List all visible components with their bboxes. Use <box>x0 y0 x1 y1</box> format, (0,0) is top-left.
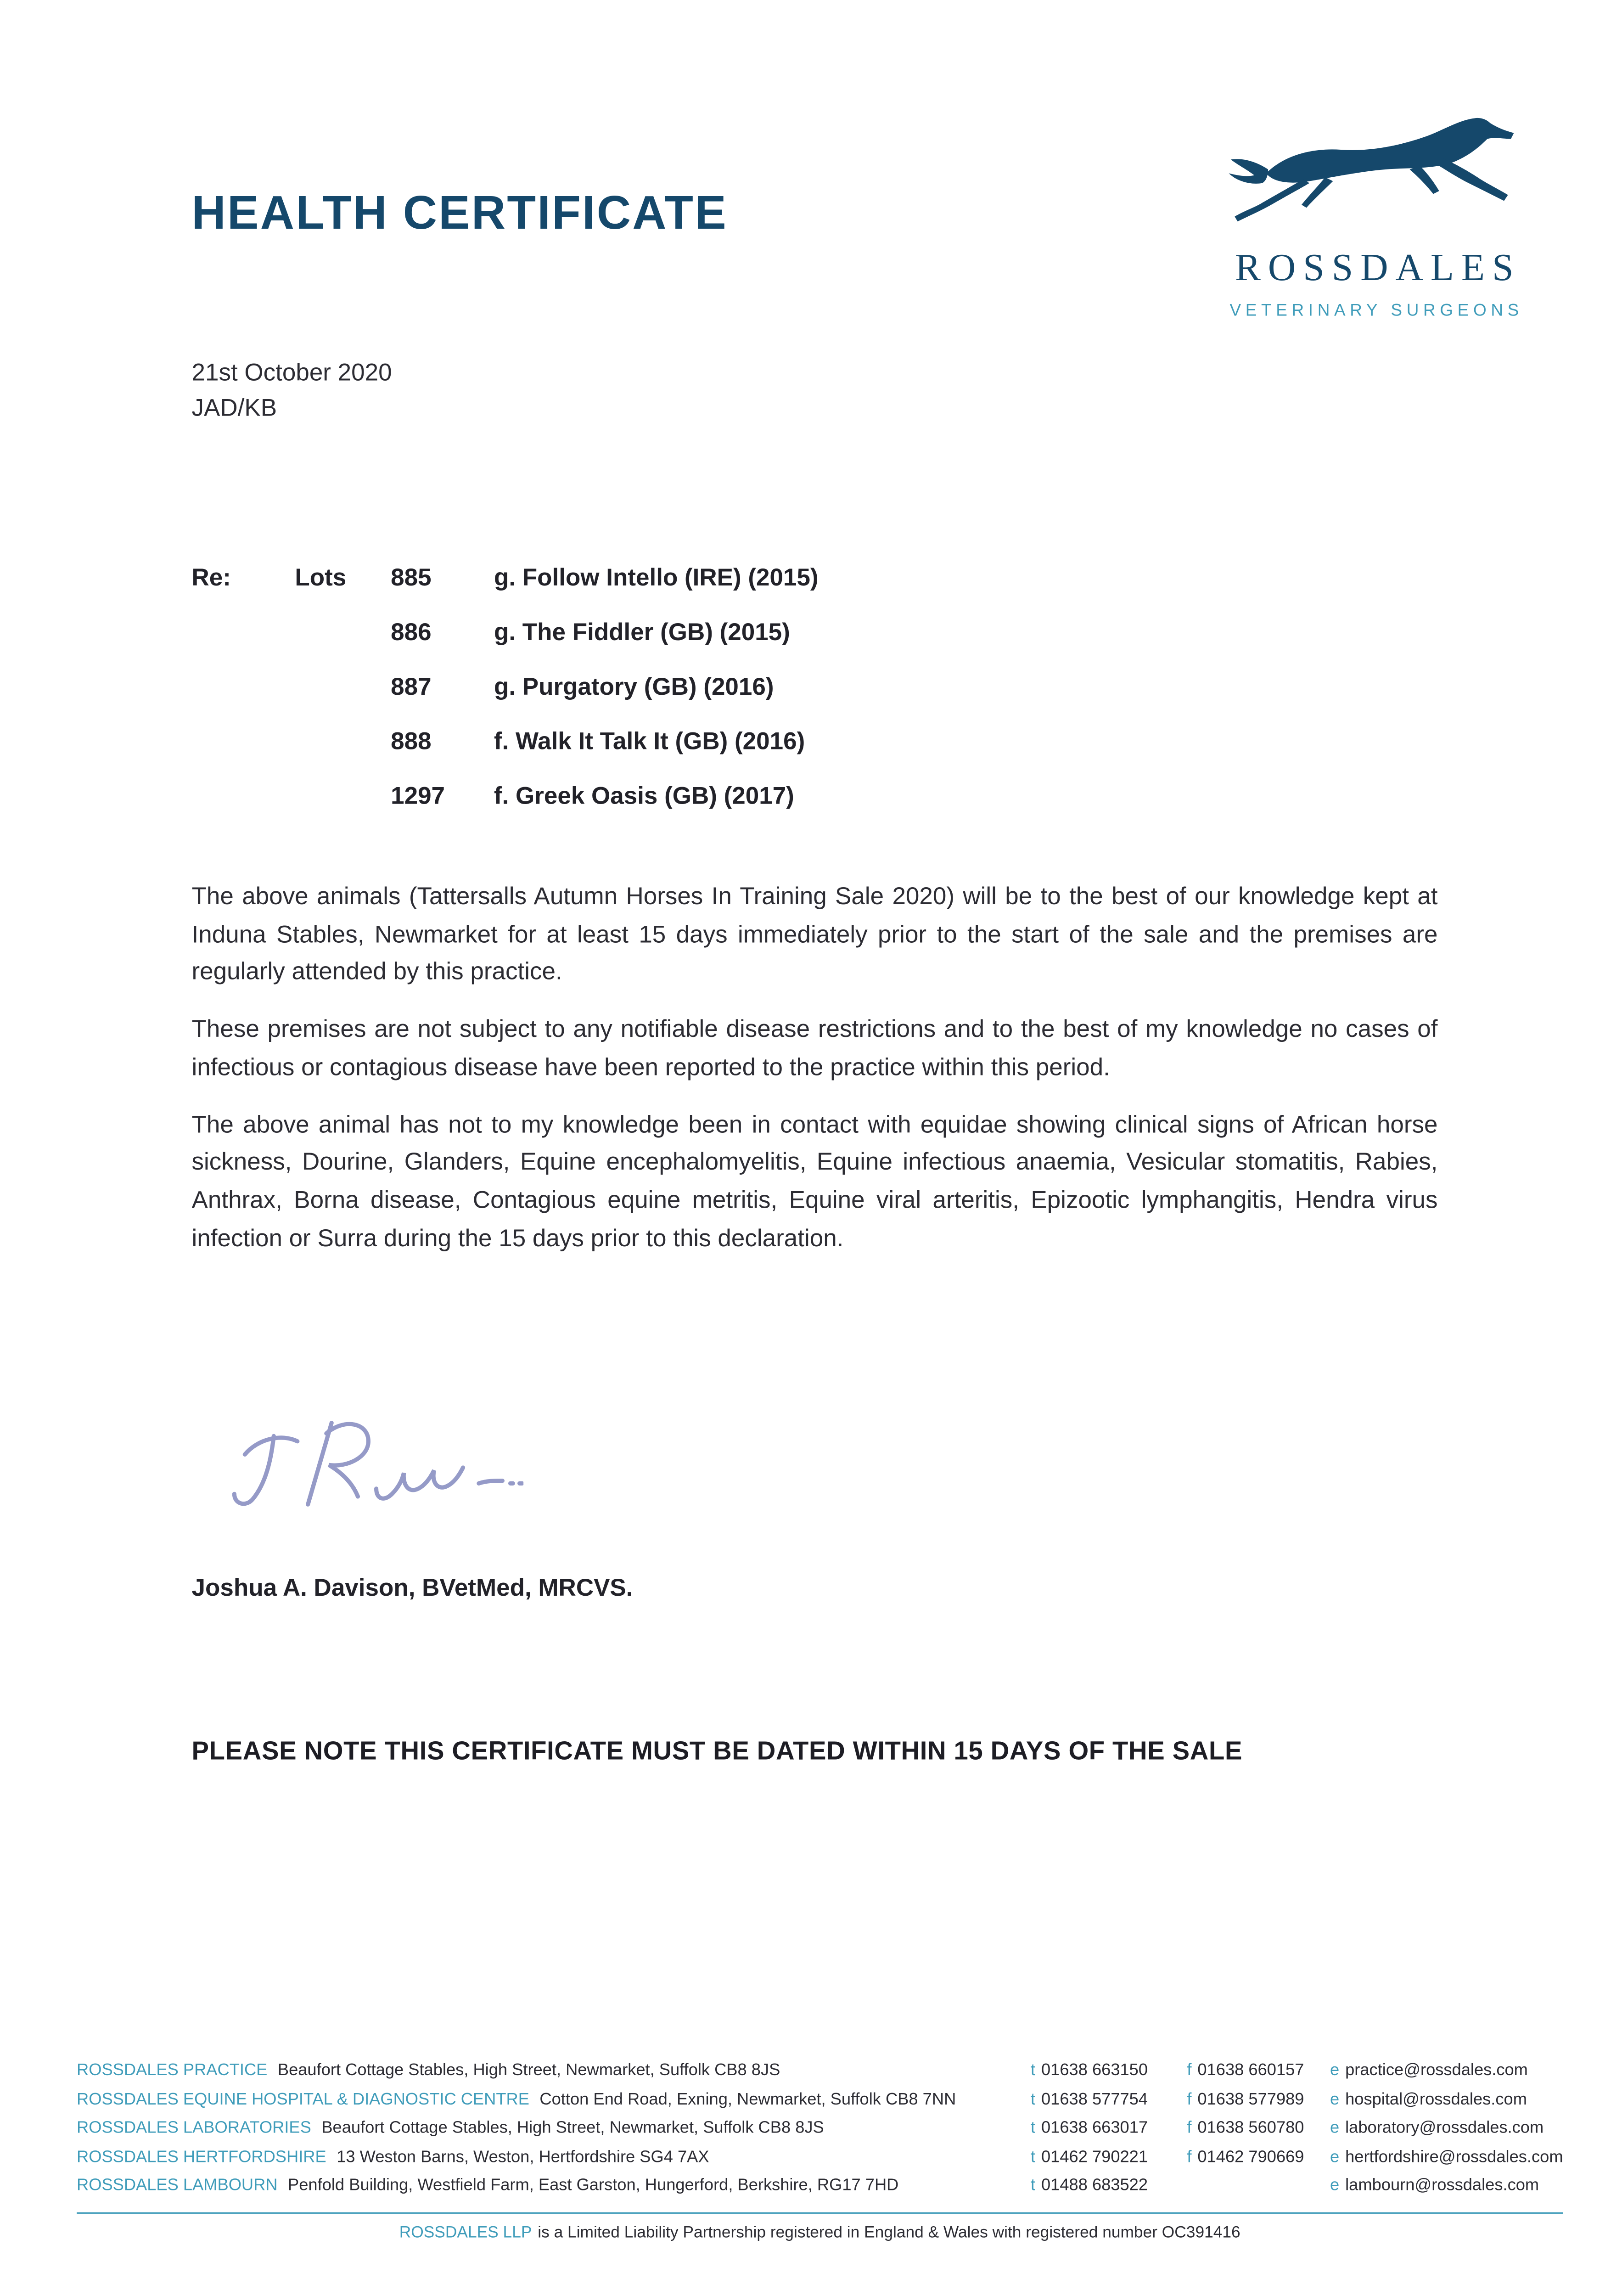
lot-description: f. Greek Oasis (GB) (2017) <box>494 783 794 810</box>
office-address: Beaufort Cottage Stables, High Street, Newmarket, Suffolk CB8 8JS <box>321 2119 824 2138</box>
email-prefix: e <box>1330 2177 1340 2195</box>
tel-prefix: t <box>1031 2119 1036 2138</box>
re-label: Re: <box>191 565 231 591</box>
office-name: ROSSDALES LABORATORIES <box>77 2119 311 2138</box>
email-prefix: e <box>1330 2091 1340 2109</box>
lot-description: g. Follow Intello (IRE) (2015) <box>494 565 819 591</box>
lot-row <box>192 726 1460 760</box>
office-fax: 01638 560780 <box>1197 2119 1304 2138</box>
tel-prefix: t <box>1031 2177 1036 2195</box>
brand-wordmark: ROSSDALES <box>1235 246 1521 289</box>
lot-row <box>192 562 1460 596</box>
lot-description: g. Purgatory (GB) (2016) <box>494 674 774 701</box>
office-email: laboratory@rossdales.com <box>1345 2119 1544 2138</box>
notice-text: PLEASE NOTE THIS CERTIFICATE MUST BE DATED WITHIN 15 DAYS OF THE SALE <box>191 1736 1243 1766</box>
lot-number: 885 <box>391 565 432 591</box>
office-address: Cotton End Road, Exning, Newmarket, Suffolk CB8 7NN <box>539 2091 956 2109</box>
office-name: ROSSDALES LAMBOURN <box>77 2177 278 2195</box>
lot-number: 886 <box>391 619 432 646</box>
lots-table <box>192 562 1460 835</box>
legal-line <box>77 2224 1563 2242</box>
fax-prefix: f <box>1187 2148 1192 2167</box>
email-prefix: e <box>1330 2148 1340 2167</box>
office-tel: 01638 663150 <box>1041 2062 1148 2080</box>
page-title: HEALTH CERTIFICATE <box>191 186 728 239</box>
lot-description: g. The Fiddler (GB) (2015) <box>494 619 790 646</box>
brand-logo <box>1213 112 1535 320</box>
office-tel: 01638 663017 <box>1041 2119 1148 2138</box>
lot-number: 887 <box>391 674 432 701</box>
office-tel: 01488 683522 <box>1041 2177 1148 2195</box>
office-name: ROSSDALES PRACTICE <box>77 2062 268 2080</box>
body-paragraph: The above animal has not to my knowledge been in contact with equidae showing clinical signs of African horse sickness, Dourine, Glanders, Equine encephalomyelitis, Equine infectious anaemia, Vesicular stomatitis, Rabies, Anthrax, Borna disease, Contagious equine metritis, Equine viral arteritis, Epizootic lymphangitis, Hendra virus infection or Surra during the 15 days prior to this declaration. <box>191 1111 1438 1252</box>
horse-logo-icon <box>1227 112 1521 240</box>
office-email: lambourn@rossdales.com <box>1345 2177 1539 2195</box>
office-tel: 01638 577754 <box>1041 2091 1148 2109</box>
body-paragraph: The above animals (Tattersalls Autumn Horses In Training Sale 2020) will be to the best of our knowledge kept at Induna Stables, Newmarket for at least 15 days immediately prior to the start of the sale and the premises are regularly attended by this practice. <box>191 883 1438 986</box>
footer-office-row <box>77 2062 1563 2082</box>
office-address: Penfold Building, Westfield Farm, East Garston, Hungerford, Berkshire, RG17 7HD <box>288 2177 899 2195</box>
footer-office-row <box>77 2120 1563 2140</box>
office-name: ROSSDALES EQUINE HOSPITAL & DIAGNOSTIC CENTRE <box>77 2091 529 2109</box>
office-fax: 01462 790669 <box>1197 2148 1304 2167</box>
lots-label: Lots <box>295 565 347 591</box>
lot-row <box>192 671 1460 705</box>
lot-row <box>192 780 1460 814</box>
footer-office-row <box>77 2178 1563 2198</box>
tel-prefix: t <box>1031 2148 1036 2167</box>
letter-reference: JAD/KB <box>191 395 277 422</box>
lot-number: 1297 <box>391 783 445 810</box>
footer <box>77 2062 1563 2242</box>
legal-text: is a Limited Liability Partnership registered in England & Wales with registered number OC391416 <box>538 2224 1240 2242</box>
body-paragraph: These premises are not subject to any notifiable disease restrictions and to the best of my knowledge no cases of infectious or contagious disease have been reported to the practice within this period. <box>191 1016 1438 1081</box>
office-fax: 01638 660157 <box>1197 2062 1304 2080</box>
letter-body <box>192 879 1438 1278</box>
office-tel: 01462 790221 <box>1041 2148 1148 2167</box>
fax-prefix: f <box>1187 2119 1192 2138</box>
office-fax: 01638 577989 <box>1197 2091 1304 2109</box>
office-address: Beaufort Cottage Stables, High Street, Newmarket, Suffolk CB8 8JS <box>277 2062 780 2080</box>
footer-divider <box>77 2212 1563 2214</box>
fax-prefix: f <box>1187 2062 1192 2080</box>
fax-prefix: f <box>1187 2091 1192 2109</box>
office-email: practice@rossdales.com <box>1345 2062 1528 2080</box>
date-block <box>192 357 392 428</box>
brand-tagline: VETERINARY SURGEONS <box>1229 302 1523 320</box>
footer-office-row <box>77 2091 1563 2111</box>
lot-description: f. Walk It Talk It (GB) (2016) <box>494 728 805 755</box>
signatory-name: Joshua A. Davison, BVetMed, MRCVS. <box>191 1575 633 1602</box>
legal-brand: ROSSDALES LLP <box>399 2224 532 2242</box>
email-prefix: e <box>1330 2062 1340 2080</box>
lot-number: 888 <box>391 728 432 755</box>
letter-date: 21st October 2020 <box>191 360 392 387</box>
signature-image <box>221 1413 523 1548</box>
office-name: ROSSDALES HERTFORDSHIRE <box>77 2148 326 2167</box>
footer-office-row <box>77 2149 1563 2169</box>
office-email: hertfordshire@rossdales.com <box>1345 2148 1563 2167</box>
tel-prefix: t <box>1031 2091 1036 2109</box>
email-prefix: e <box>1330 2119 1340 2138</box>
lot-row <box>192 617 1460 651</box>
tel-prefix: t <box>1031 2062 1036 2080</box>
office-email: hospital@rossdales.com <box>1345 2091 1527 2109</box>
office-address: 13 Weston Barns, Weston, Hertfordshire SG4 7AX <box>337 2148 709 2167</box>
